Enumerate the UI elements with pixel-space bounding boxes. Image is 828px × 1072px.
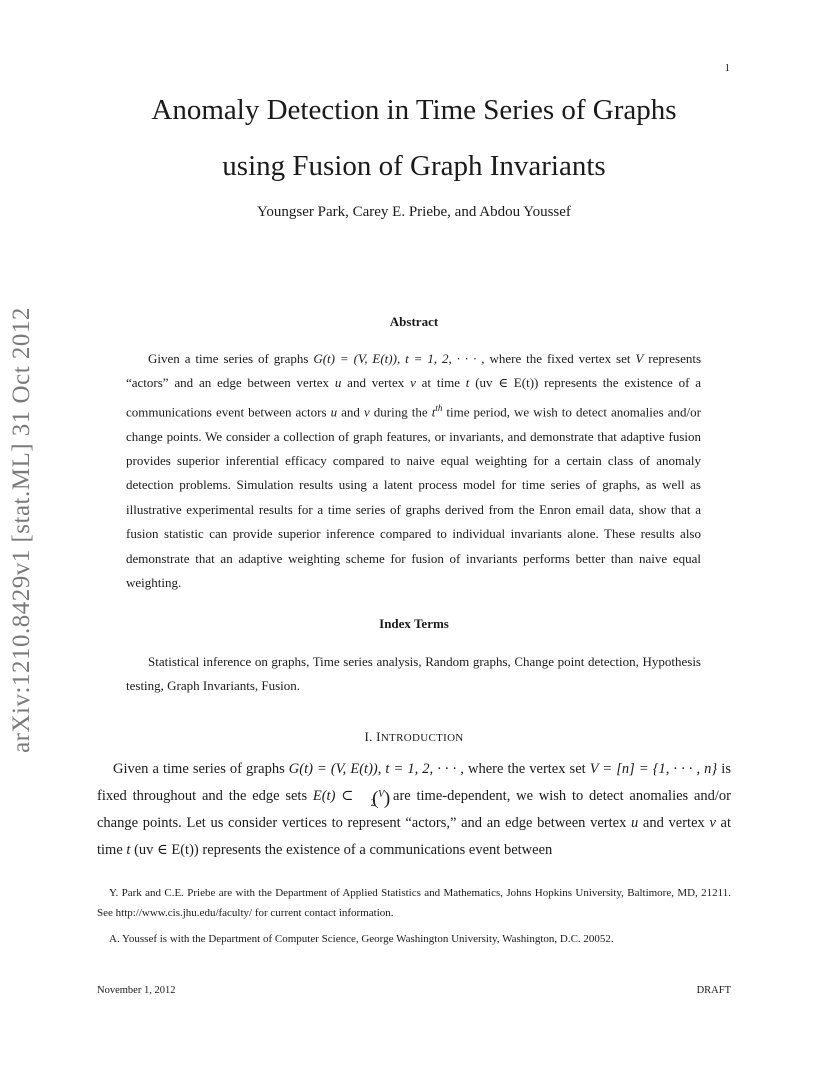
index-terms-heading: Index Terms bbox=[379, 616, 449, 631]
abstract-heading: Abstract bbox=[389, 314, 439, 329]
footnote-affiliation-youssef: A. Youssef is with the Department of Computer Science, George Washington University, Washington, D.C. 20052. bbox=[109, 933, 614, 945]
paper-title bbox=[0, 82, 828, 194]
binomial-v-choose-2: ( V 2 ) bbox=[359, 790, 387, 808]
abstract-paragraph: Given a time series of graphs G(t) = (V, E(t)), t = 1, 2, · · · , where the fixed vertex set V represents “actors” and an edge between vertex u and vertex v at time t (uv ∈ E(t)) represents the existence of a communications event between actors u and v during the $t^{th}$ time period, we wish to detect anomalies and/or change points. We consider a collection of graph features, or invariants, and demonstrate that adaptive fusion provides superior inferential efficacy compared to naive equal weighting for a certain class of anomaly detection problems. Simulation results using a latent process model for time series of graphs, as well as illustrative experimental results for a time series of graphs derived from the Enron email data, show that a fusion statistic can provide superior inference compared to individual invariants alone. These results also demonstrate that an adaptive weighting scheme for fusion of invariants performs better than naive equal weighting. bbox=[126, 351, 702, 590]
arxiv-stamp: arXiv:1210.8429v1 [stat.ML] 31 Oct 2012 bbox=[8, 307, 35, 753]
index-terms-body: Statistical inference on graphs, Time series analysis, Random graphs, Change point detection, Hypothesis testing, Graph Invariants, Fusion. bbox=[126, 654, 701, 694]
title-line-1: Anomaly Detection in Time Series of Graphs bbox=[151, 94, 677, 126]
footnote-affiliation-park-priebe: Y. Park and C.E. Priebe are with the Department of Applied Statistics and Mathematics, Johns Hopkins University, Baltimore, MD, 21211. See http://www.cis.jhu.edu/faculty/ for current contact information. bbox=[97, 887, 731, 919]
introduction-paragraph: Given a time series of graphs G(t) = (V, E(t)), t = 1, 2, · · · , where the vertex set V = [n] = {1, · · · , n} is fixed throughout and the edge sets E(t) ⊂ ( V 2 ) are time-dependent, we wish to detect anomalies and/or change points. Let us consider vertices to represent “actors,” and an edge between vertex u and vertex v at time t (uv ∈ E(t)) represents the existence of a communications event between bbox=[97, 756, 731, 864]
authors: Youngser Park, Carey E. Priebe, and Abdou Youssef bbox=[257, 204, 571, 220]
title-line-2: using Fusion of Graph Invariants bbox=[222, 150, 606, 182]
footer-draft-label: DRAFT bbox=[696, 985, 731, 996]
abstract-body bbox=[126, 347, 701, 595]
introduction-heading: I. INTRODUCTION bbox=[364, 729, 464, 744]
footer-date: November 1, 2012 bbox=[97, 985, 176, 996]
page-number: 1 bbox=[724, 62, 730, 74]
